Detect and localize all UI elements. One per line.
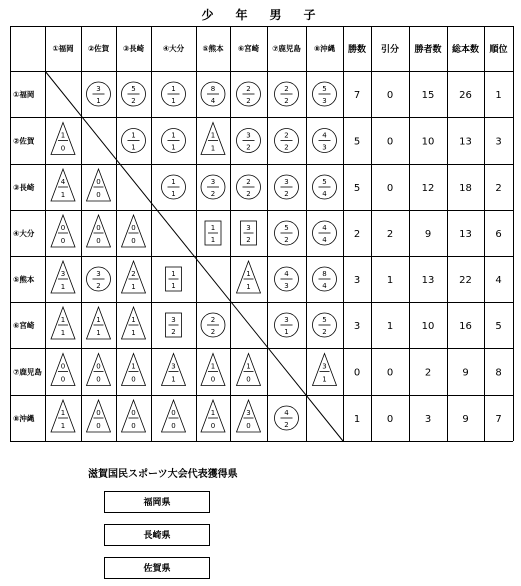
row-label-team: ⑥宮崎 [13,321,35,330]
stat-value: 13 [459,229,472,240]
score-top: 5 [322,85,327,93]
score-bottom: 0 [96,422,101,430]
score-bottom: 2 [284,421,289,429]
score-bottom: 2 [210,190,216,198]
score-bottom: 2 [131,97,136,105]
title-char: 男 [269,8,286,22]
stat-value: 10 [421,136,435,148]
stat-value: 5 [353,183,361,194]
column-header-stat: 総本数 [451,45,480,55]
score-bottom: 1 [96,329,101,337]
score-top: 5 [322,316,327,324]
stat-value: 0 [353,367,361,379]
score-bottom: 2 [284,143,289,152]
stat-value: 10 [421,321,435,332]
score-bottom: 2 [171,328,176,336]
stat-value: 5 [495,321,502,332]
stat-value: 7 [353,90,361,101]
score-bottom: 1 [60,422,66,430]
score-bottom: 1 [131,329,136,337]
score-top: 3 [210,178,216,186]
row-label-team: ④大分 [13,229,35,238]
score-bottom: 1 [284,328,289,336]
score-bottom: 2 [246,236,251,244]
score-bottom: 1 [60,329,66,337]
title-char: 少 [201,8,218,22]
score-bottom: 1 [60,191,66,199]
score-top: 5 [322,178,327,186]
table-grid [10,26,514,442]
score-bottom: 1 [171,282,176,290]
score-bottom: 0 [96,237,101,245]
score-top: 0 [60,224,66,232]
stat-value: 15 [421,90,435,101]
score-top: 3 [96,270,101,278]
score-top: 4 [60,178,66,186]
row-label-team: ①福岡 [13,90,35,99]
score-top: 8 [210,85,216,93]
score-bottom: 4 [210,97,216,105]
column-header-team: ②佐賀 [87,44,110,53]
score-top: 1 [210,224,216,232]
score-top: 0 [60,362,66,371]
score-top: 1 [60,409,66,417]
score-top: 0 [96,224,101,232]
stat-value: 2 [353,229,361,240]
score-top: 3 [284,178,289,186]
qualified-caption: 滋賀国民スポーツ大会代表獲得県 [88,469,238,480]
stat-value: 1 [386,275,394,286]
stat-value: 5 [353,136,361,148]
score-bottom: 3 [284,282,289,290]
score-bottom: 1 [322,375,327,384]
stat-value: 26 [459,90,472,101]
score-bottom: 0 [60,375,66,384]
score-bottom: 1 [246,283,251,291]
score-top: 0 [131,224,136,232]
score-bottom: 1 [171,97,176,105]
score-bottom: 0 [131,375,136,384]
qualified-team-2: 長崎県 [104,524,210,546]
stat-value: 0 [386,90,394,101]
score-top: 1 [210,409,216,417]
score-top: 2 [210,316,216,324]
score-bottom: 2 [210,328,216,336]
score-top: 1 [171,270,176,278]
score-top: 3 [284,316,289,324]
score-top: 1 [246,362,251,371]
score-top: 1 [96,316,101,324]
stat-value: 16 [459,321,472,332]
score-bottom: 2 [246,190,251,198]
score-top: 3 [246,131,251,140]
score-bottom: 1 [171,190,176,198]
page-title [0,6,521,23]
score-top: 1 [60,131,66,140]
score-bottom: 2 [322,328,327,336]
title-char: 年 [235,8,252,22]
score-bottom: 1 [171,143,176,152]
score-top: 1 [246,270,251,278]
score-bottom: 1 [210,236,216,244]
score-bottom: 2 [284,236,289,244]
score-top: 0 [171,409,176,417]
score-bottom: 0 [246,375,251,384]
score-top: 3 [171,362,176,371]
score-top: 2 [246,85,251,93]
score-top: 1 [210,362,216,371]
score-top: 1 [171,178,176,186]
score-top: 0 [131,409,136,417]
score-top: 2 [284,131,289,140]
stat-value: 3 [495,136,502,148]
stat-value: 2 [495,183,502,194]
column-header-team: ④大分 [162,44,185,53]
score-bottom: 0 [60,237,66,245]
column-header-stat: 引分 [380,45,400,55]
stat-value: 9 [424,229,432,240]
stat-value: 3 [353,321,361,332]
qualified-team-1: 福岡県 [104,491,210,513]
stat-value: 9 [462,367,469,379]
score-bottom: 2 [246,143,251,152]
row-label-team: ⑤熊本 [13,275,35,284]
score-top: 1 [131,131,136,140]
stat-value: 2 [424,367,432,379]
score-top: 3 [96,85,101,93]
score-top: 0 [96,178,101,186]
score-bottom: 0 [210,375,216,384]
stat-value: 0 [386,367,394,379]
score-top: 1 [210,131,216,140]
stat-value: 1 [495,90,502,101]
column-header-team: ⑧沖縄 [313,44,336,53]
column-header-stat: 順位 [489,45,508,55]
score-top: 2 [284,85,289,93]
score-top: 3 [322,362,327,371]
league-table [10,26,514,446]
column-header-team: ③長崎 [122,44,145,53]
score-bottom: 0 [60,144,66,153]
score-bottom: 0 [246,422,251,430]
score-bottom: 3 [322,143,327,152]
score-top: 1 [60,316,66,324]
score-bottom: 0 [131,237,136,245]
stat-value: 7 [495,414,502,425]
score-top: 1 [131,316,136,324]
stat-value: 1 [386,321,394,332]
score-bottom: 1 [96,97,101,105]
row-label-team: ⑦鹿児島 [13,367,42,377]
score-top: 2 [131,270,136,278]
score-top: 8 [322,270,327,278]
score-top: 5 [131,85,136,93]
score-bottom: 3 [322,97,327,105]
stat-value: 18 [459,183,472,194]
score-top: 0 [96,409,101,417]
column-header-team: ①福岡 [52,44,74,53]
stat-value: 9 [462,414,469,425]
column-header-team: ⑤熊本 [202,44,224,53]
score-bottom: 1 [210,144,216,153]
stat-value: 3 [424,414,432,425]
stat-value: 4 [495,275,502,286]
score-top: 4 [322,131,327,140]
score-top: 1 [171,131,176,140]
stat-value: 0 [386,414,394,425]
stat-value: 13 [459,136,472,148]
score-bottom: 2 [284,97,289,105]
score-top: 5 [284,224,289,232]
row-label-team: ②佐賀 [13,136,35,146]
score-bottom: 4 [322,282,327,290]
score-bottom: 0 [96,375,101,384]
column-header-stat: 勝者数 [414,45,442,55]
stat-value: 8 [495,367,502,379]
score-bottom: 2 [96,282,101,290]
score-top: 0 [96,362,101,371]
stat-value: 13 [421,275,435,286]
score-bottom: 4 [322,236,327,244]
score-bottom: 1 [171,375,176,384]
score-bottom: 1 [131,143,136,152]
score-bottom: 2 [284,190,289,198]
title-char: 子 [303,8,320,22]
score-top: 4 [284,270,289,278]
row-label-team: ⑧沖縄 [13,414,35,423]
qualified-team-3: 佐賀県 [104,557,210,579]
score-top: 1 [131,362,136,371]
score-top: 3 [246,409,251,417]
score-bottom: 0 [210,422,216,430]
score-top: 3 [246,224,251,232]
column-header-team: ⑥宮崎 [237,44,260,53]
stat-value: 12 [421,183,435,194]
score-top: 4 [284,409,289,417]
stat-value: 3 [353,275,361,286]
score-bottom: 4 [322,190,327,198]
score-top: 4 [322,224,327,232]
stat-value: 2 [386,229,394,240]
score-bottom: 1 [131,283,136,291]
stat-value: 22 [459,275,472,286]
score-top: 1 [171,85,176,93]
stat-value: 0 [386,183,394,194]
row-label-team: ③長崎 [13,183,35,192]
score-bottom: 1 [60,283,66,291]
score-top: 3 [60,270,66,278]
stat-value: 1 [353,414,361,425]
stat-value: 0 [386,136,394,148]
score-bottom: 0 [96,191,101,199]
score-bottom: 0 [131,422,136,430]
score-bottom: 0 [171,422,176,430]
score-bottom: 2 [246,97,251,105]
score-top: 2 [246,178,251,186]
stat-value: 6 [495,229,502,240]
score-top: 3 [171,316,176,324]
column-header-stat: 勝数 [347,45,367,55]
column-header-team: ⑦鹿児島 [272,44,301,53]
